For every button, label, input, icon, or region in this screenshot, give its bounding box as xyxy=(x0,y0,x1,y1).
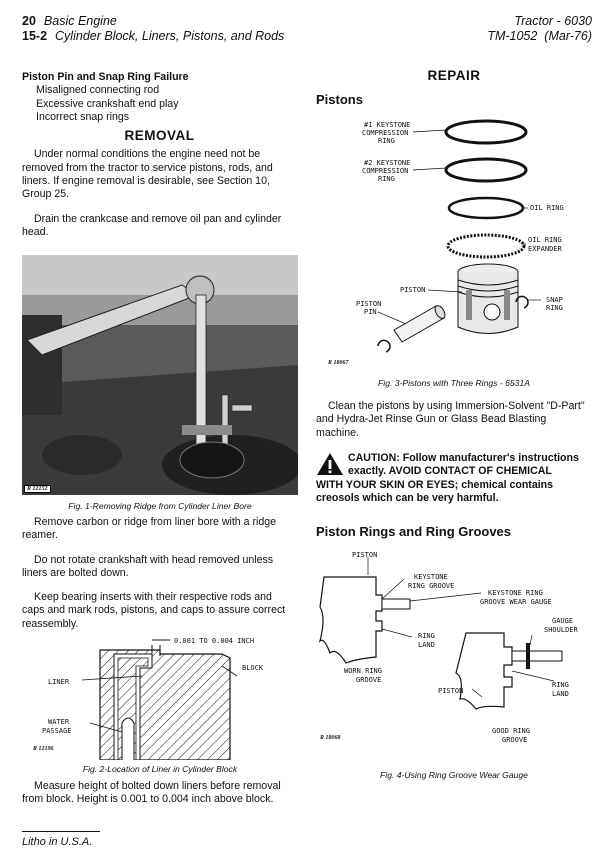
fig4-gauge-label: GROOVE WEAR GAUGE xyxy=(480,598,552,606)
drain-paragraph: Drain the crankcase and remove oil pan and cylinder head. xyxy=(22,212,282,238)
fig3-pin-label: PIN xyxy=(364,308,377,316)
page-header-left xyxy=(22,14,284,44)
fig4-land2-label: LAND xyxy=(552,690,569,698)
fig3-caption: Fig. 3-Pistons with Three Rings - 6531A xyxy=(378,378,530,388)
fig3-piston-pin xyxy=(394,304,447,342)
fig2-liner-label: LINER xyxy=(48,678,70,686)
removal-heading: REMOVAL xyxy=(124,128,195,144)
left-column xyxy=(22,71,297,250)
left-column-lower xyxy=(22,516,297,642)
measure-block xyxy=(22,780,297,807)
fig4-worn-label: WORN RING xyxy=(344,667,382,675)
fig1-ref: R 12152 xyxy=(24,485,51,493)
measure-paragraph: Measure height of bolted down liners before removal from block. Height is 0.001 to 0.004 inch above block. xyxy=(22,780,281,806)
fig4-diagram xyxy=(316,547,592,759)
fig3-ring2-label: #2 KEYSTONE xyxy=(364,159,411,167)
fig3-ring1-label: #1 KEYSTONE xyxy=(364,121,411,129)
fig4-worn-piston xyxy=(320,577,410,663)
fig2-tolerance-label: 0.001 TO 0.004 INCH xyxy=(174,637,255,645)
fig4-ref: R 18068 xyxy=(320,735,341,741)
page-number: 20 xyxy=(22,14,36,28)
fig4-keystone-label: KEYSTONE xyxy=(414,573,448,581)
fig3-ref: R 18067 xyxy=(328,360,349,366)
fig2-ref: R 12196 xyxy=(33,746,54,752)
failure-item: Incorrect snap rings xyxy=(36,110,130,123)
fig4-land2-label: RING xyxy=(552,681,569,689)
fig3-snap-label: RING xyxy=(546,304,563,312)
fig4-gauge-label: KEYSTONE RING xyxy=(488,589,543,597)
manual-date: (Mar-76) xyxy=(544,29,592,43)
bearing-paragraph: Keep bearing inserts with their respective rods and caps and mark rods, pistons, and caps to assure correct reassembly. xyxy=(22,591,286,630)
failure-list xyxy=(22,84,297,124)
fig3-snap-label: SNAP xyxy=(546,296,563,304)
fig2-diagram xyxy=(22,628,298,760)
tractor-model: Tractor - 6030 xyxy=(514,14,592,28)
fig4-shoulder-label: SHOULDER xyxy=(544,626,578,634)
fig4-good-piston xyxy=(456,633,562,709)
fig4-piston-top-label: PISTON xyxy=(352,551,378,559)
fig4-keystone-label: RING GROOVE xyxy=(408,582,455,590)
removal-paragraph: Under normal conditions the engine need not be removed from the tractor to service pistons, rods, and liners. If engine removal is desirable, see Section 10, Group 25. xyxy=(22,148,273,201)
section-subtitle: Cylinder Block, Liners, Pistons, and Rods xyxy=(55,29,285,43)
caution-line: CAUTION: Follow manufacturer's instructions xyxy=(348,452,579,464)
fig3-piston-label: PISTON xyxy=(400,286,426,294)
fig3-expander-label: EXPANDER xyxy=(528,245,562,253)
fig1-photo xyxy=(22,255,298,495)
fig3-ring1-label: COMPRESSION xyxy=(362,129,409,137)
caution-block xyxy=(316,452,592,505)
fig2-caption: Fig. 2-Location of Liner in Cylinder Block xyxy=(82,764,238,774)
fig4-land-label: RING xyxy=(418,632,435,640)
pistons-heading: Pistons xyxy=(316,92,363,107)
fig4-good-label: GROOVE xyxy=(502,736,528,744)
fig2-passage-label: PASSAGE xyxy=(42,727,72,735)
fig2-block-label: BLOCK xyxy=(242,664,264,672)
section-title: Basic Engine xyxy=(43,14,117,28)
right-column-text xyxy=(316,400,592,451)
caution-line: WITH YOUR SKIN OR EYES; chemical contains creosols which can be very harmful. xyxy=(316,478,554,504)
fig4-shoulder-label: GAUGE xyxy=(552,617,574,625)
failure-item: Excessive crankshaft end play xyxy=(36,97,179,110)
failure-item: Misaligned connecting rod xyxy=(36,84,160,97)
fig3-pin-label: PISTON xyxy=(356,300,382,308)
fig3-piston xyxy=(458,264,518,334)
page-header-right xyxy=(487,14,592,44)
fig4-piston2-label: PISTON xyxy=(438,687,464,695)
fig4-caption: Fig. 4-Using Ring Groove Wear Gauge xyxy=(380,770,528,780)
fig3-oil-ring-label: OIL RING xyxy=(530,204,564,212)
fig4-land-label: LAND xyxy=(418,641,435,649)
fig4-good-label: GOOD RING xyxy=(492,727,530,735)
footer-rule xyxy=(22,831,100,832)
fig3-diagram xyxy=(316,112,592,370)
fig3-ring2-label: COMPRESSION xyxy=(362,167,409,175)
section-number: 15-2 xyxy=(22,29,48,43)
fig3-snap-ring-left xyxy=(378,340,390,352)
manual-number: TM-1052 xyxy=(487,29,538,43)
rings-heading: Piston Rings and Ring Grooves xyxy=(316,524,512,539)
fig3-ring1-label: RING xyxy=(378,137,395,145)
clean-paragraph: Clean the pistons by using Immersion-Solvent "D-Part" and Hydra-Jet Rinse Gun or Glass Bead Blasting machine. xyxy=(316,400,585,439)
failure-heading: Piston Pin and Snap Ring Failure xyxy=(22,71,189,83)
fig4-worn-label: GROOVE xyxy=(356,676,382,684)
repair-heading: REPAIR xyxy=(427,68,481,83)
fig1-caption: Fig. 1-Removing Ridge from Cylinder Liner Bore xyxy=(68,501,252,511)
fig3-expander-label: OIL RING xyxy=(528,236,562,244)
caution-line: exactly. AVOID CONTACT OF CHEMICAL xyxy=(348,465,552,478)
crankshaft-paragraph: Do not rotate crankshaft with head removed unless liners are bolted down. xyxy=(22,553,274,579)
fig2-water-label: WATER xyxy=(48,718,70,726)
carbon-paragraph: Remove carbon or ridge from liner bore with a ridge reamer. xyxy=(22,516,277,542)
warning-triangle-icon xyxy=(316,452,344,476)
fig3-ring2-label: RING xyxy=(378,175,395,183)
footer-litho: Litho in U.S.A. xyxy=(22,836,93,848)
